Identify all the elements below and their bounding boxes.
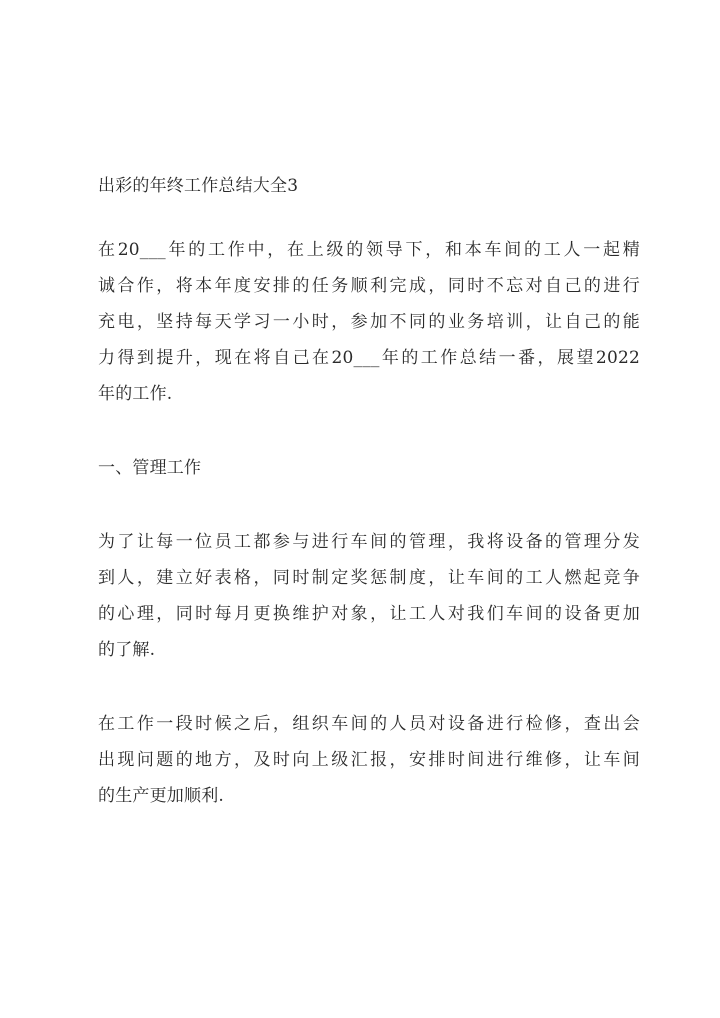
paragraph-line: 诚合作，将本年度安排的任务顺利完成，同时不忘对自己的进行 [98, 276, 640, 296]
paragraph-line: 年的工作. [98, 384, 173, 404]
paragraph-line: 力得到提升，现在将自己在20___年的工作总结一番，展望2022 [98, 348, 640, 368]
paragraph-line: 在20___年的工作中，在上级的领导下，和本车间的工人一起精 [98, 240, 640, 260]
management-paragraph-1 [98, 524, 640, 668]
paragraph-line: 的生产更加顺利. [98, 786, 225, 806]
document-body [98, 168, 640, 852]
paragraph-line: 在工作一段时候之后，组织车间的人员对设备进行检修，查出会 [98, 714, 640, 734]
paragraph-line: 充电，坚持每天学习一小时，参加不同的业务培训，让自己的能 [98, 312, 640, 332]
intro-paragraph [98, 232, 640, 412]
management-paragraph-2 [98, 706, 640, 814]
paragraph-line: 的心理，同时每月更换维护对象，让工人对我们车间的设备更加 [98, 604, 640, 624]
paragraph-line: 为了让每一位员工都参与进行车间的管理，我将设备的管理分发 [98, 532, 640, 552]
paragraph-line: 到人，建立好表格，同时制定奖惩制度，让车间的工人燃起竞争 [98, 568, 640, 588]
section-heading: 一、管理工作 [98, 458, 202, 478]
paragraph-line: 出现问题的地方，及时向上级汇报，安排时间进行维修，让车间 [98, 750, 640, 770]
paragraph-line: 的了解. [98, 640, 156, 660]
document-title: 出彩的年终工作总结大全3 [98, 176, 299, 196]
